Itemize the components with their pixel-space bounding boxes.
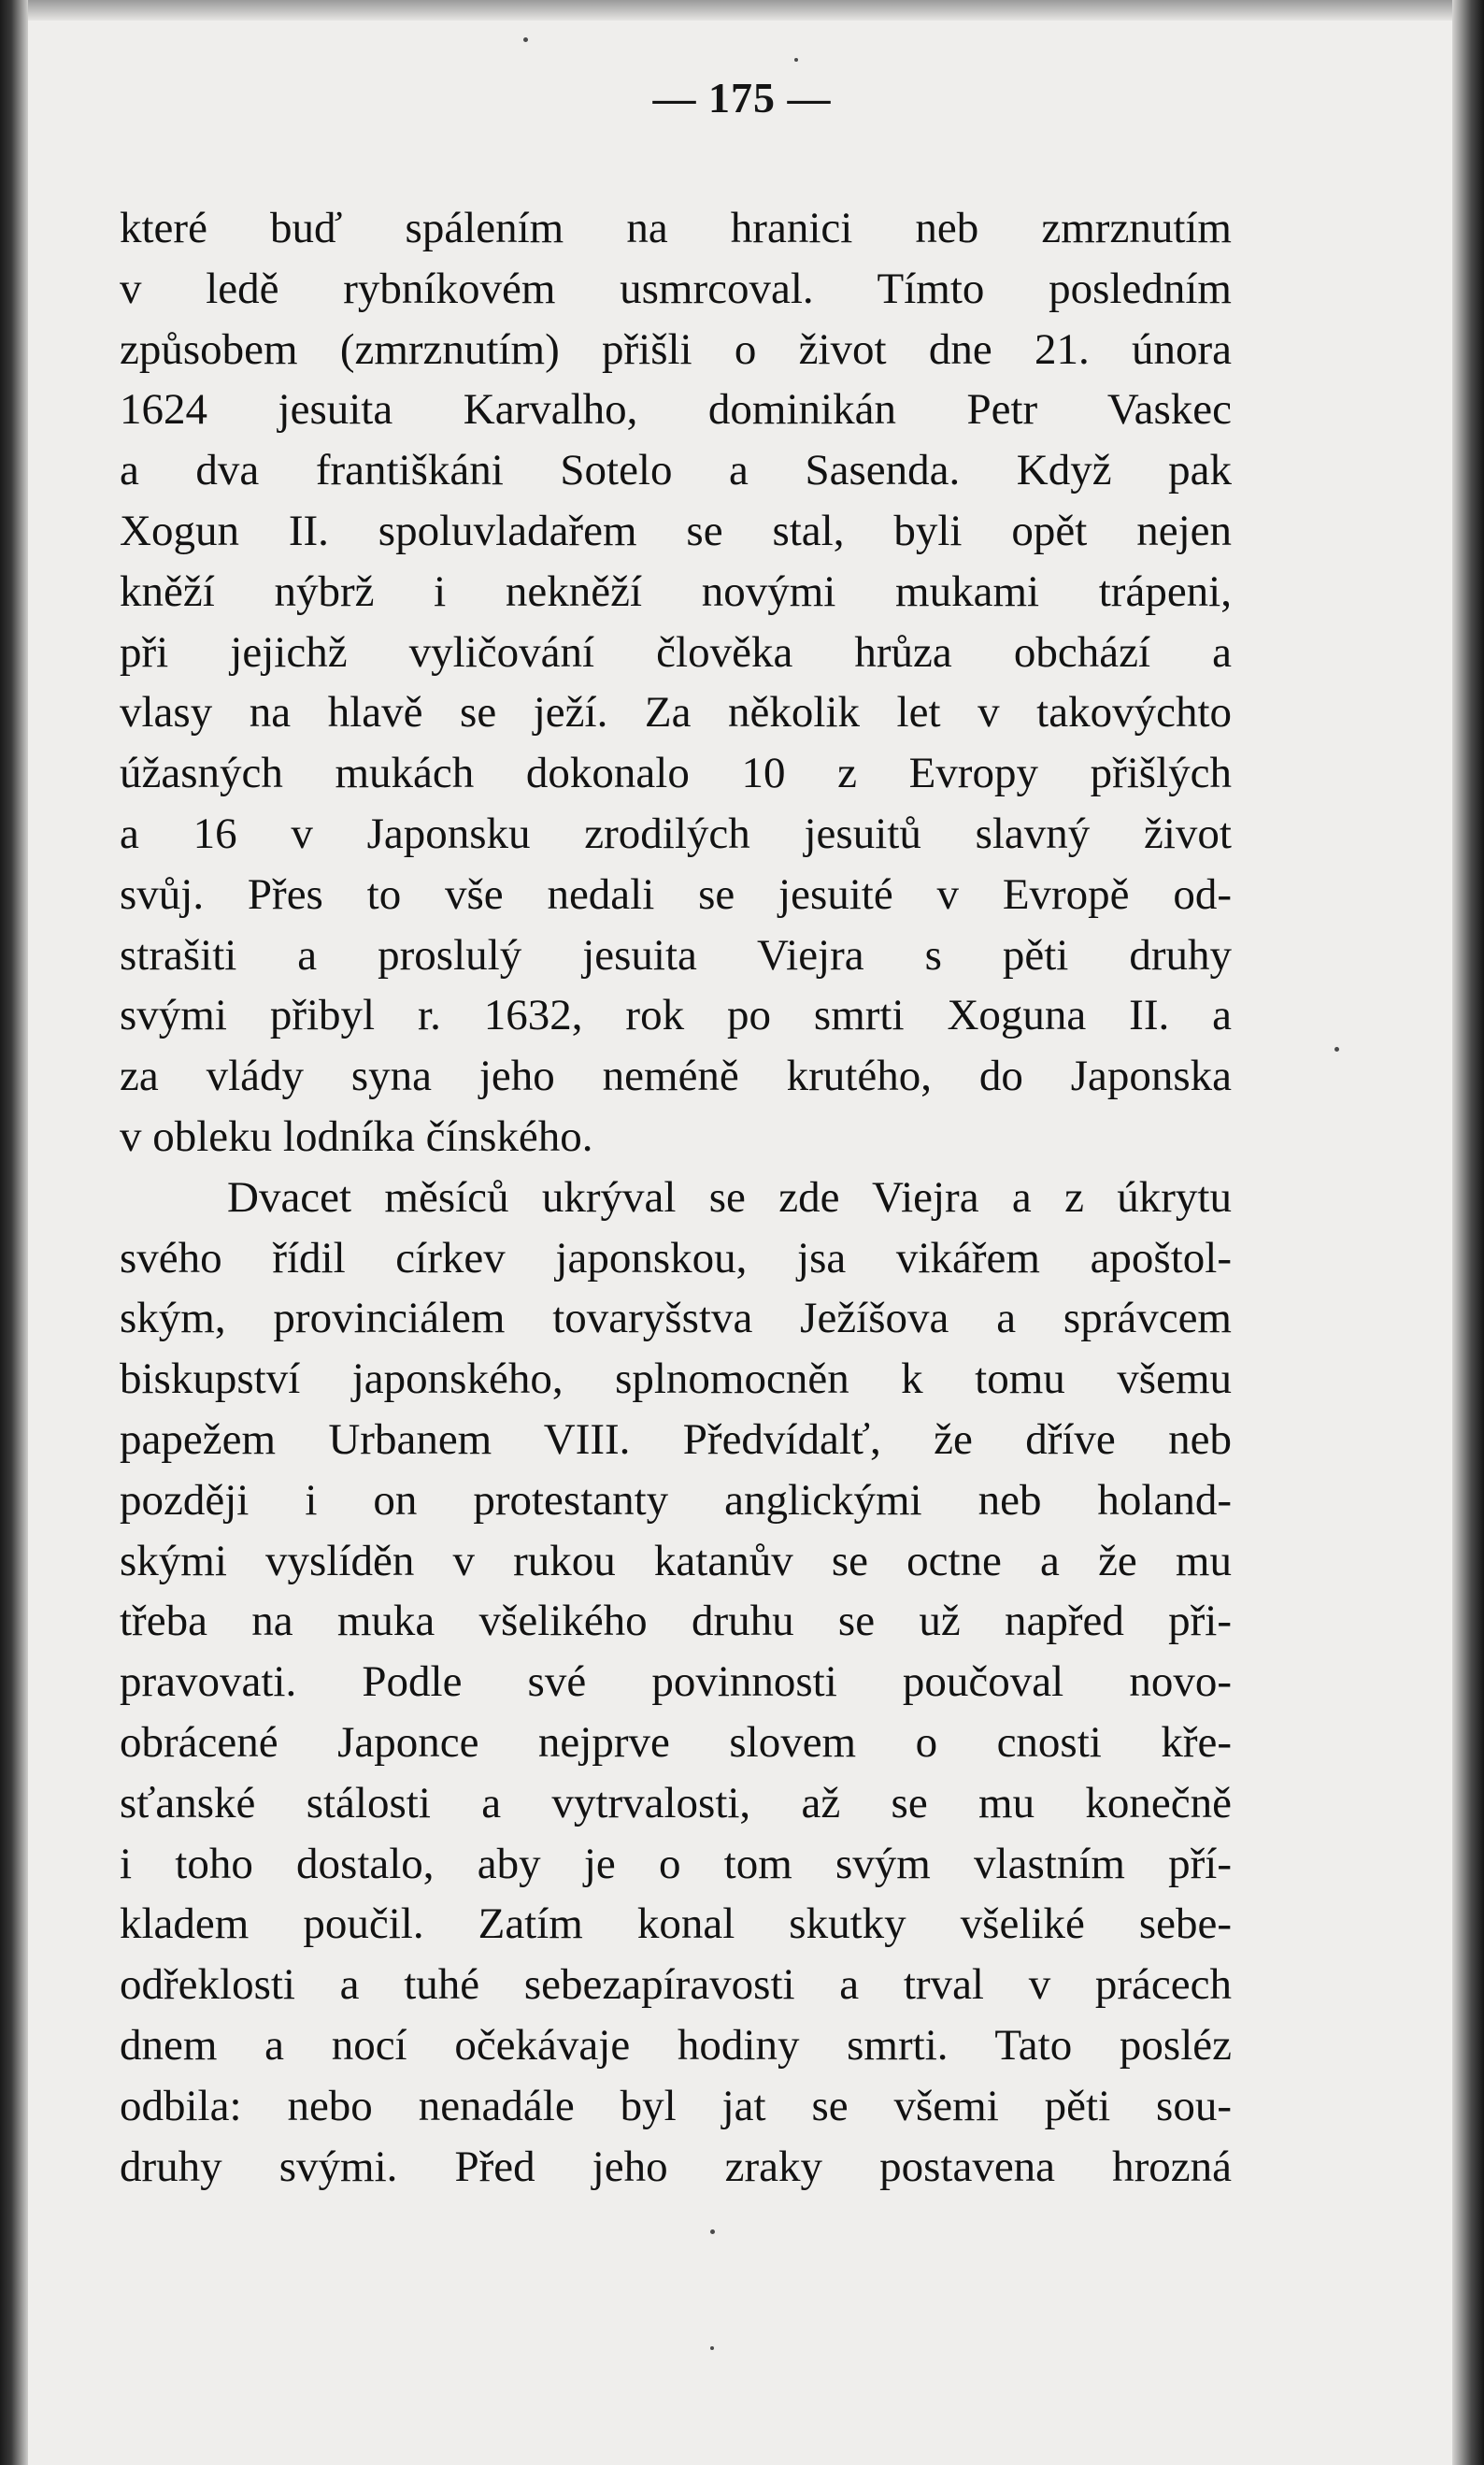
text-line: a 16 v Japonsku zrodilých jesuitů slavný život — [120, 809, 1232, 858]
text-line: způsobem (zmrznutím) přišli o život dne 21. února — [120, 324, 1232, 374]
text-line: strašiti a proslulý jesuita Viejra s pěti druhy — [120, 930, 1232, 980]
paragraph — [120, 198, 1232, 1168]
text-line: sťanské stálosti a vytrvalosti, až se mu konečně — [120, 1778, 1232, 1827]
paper-speck — [794, 58, 798, 62]
text-line: Xogun II. spoluvladařem se stal, byli opět nejen — [120, 506, 1232, 555]
text-line: ským, provinciálem tovaryšstva Ježíšova a správcem — [120, 1294, 1232, 1343]
paper-speck — [1334, 1047, 1339, 1052]
text-line: dnem a nocí očekávaje hodiny smrti. Tato posléz — [120, 2020, 1232, 2070]
text-line: při jejichž vyličování člověka hrůza obchází a — [120, 627, 1232, 677]
page-top-edge-shadow — [0, 0, 1484, 21]
paper-speck — [710, 2229, 715, 2234]
text-line: svými přibyl r. 1632, rok po smrti Xoguna II. a — [120, 991, 1232, 1040]
text-line: kladem poučil. Zatím konal skutky všeliké sebe- — [120, 1899, 1232, 1949]
text-line: i toho dostalo, aby je o tom svým vlastním pří- — [120, 1839, 1232, 1888]
text-line: v ledě rybníkovém usmrcoval. Tímto posledním — [120, 264, 1232, 313]
text-line: v obleku lodníka čínského. — [120, 1111, 593, 1161]
paragraph — [120, 1168, 1232, 2198]
text-line: skými vyslíděn v rukou katanův se octne a že mu — [120, 1536, 1232, 1585]
text-line: biskupství japonského, splnomocněn k tomu všemu — [120, 1354, 1232, 1404]
page-right-edge-shadow — [1452, 0, 1484, 2465]
text-line: druhy svými. Před jeho zraky postavena hrozná — [120, 2142, 1232, 2191]
text-line: později i on protestanty anglickými neb holand- — [120, 1475, 1232, 1525]
text-line: a dva františkáni Sotelo a Sasenda. Když pak — [120, 446, 1232, 495]
text-line: které buď spálením na hranici neb zmrznutím — [120, 204, 1232, 252]
body-text — [120, 198, 1232, 2197]
text-line: za vlády syna jeho neméně krutého, do Japonska — [120, 1052, 1232, 1101]
text-line: vlasy na hlavě se ježí. Za několik let v takovýchto — [120, 688, 1232, 738]
text-line: pravovati. Podle své povinnosti poučoval novo- — [120, 1657, 1232, 1707]
text-line: 1624 jesuita Karvalho, dominikán Petr Vaskec — [120, 385, 1232, 435]
text-line: svůj. Přes to vše nedali se jesuité v Evropě od- — [120, 869, 1232, 919]
text-line: odřeklosti a tuhé sebezapíravosti a trval v prácech — [120, 1960, 1232, 2010]
text-line: obrácené Japonce nejprve slovem o cnosti kře- — [120, 1717, 1232, 1767]
page-left-edge-shadow — [0, 0, 28, 2465]
page-number: — 175 — — [652, 74, 832, 122]
text-line: svého řídil církev japonskou, jsa vikářem apoštol- — [120, 1233, 1232, 1283]
text-line: Dvacet měsíců ukrýval se zde Viejra a z úkrytu — [227, 1172, 1232, 1222]
paper-speck — [710, 2346, 714, 2350]
paper-speck — [523, 37, 528, 42]
text-line: třeba na muka všelikého druhu se už napřed při- — [120, 1597, 1232, 1646]
text-line: papežem Urbanem VIII. Předvídalť, že dříve neb — [120, 1414, 1232, 1464]
text-line: kněží nýbrž i nekněží novými mukami trápeni, — [120, 566, 1232, 616]
text-line: odbila: nebo nenadále byl jat se všemi pěti sou- — [120, 2081, 1232, 2130]
text-line: úžasných mukách dokonalo 10 z Evropy přišlých — [120, 749, 1232, 798]
